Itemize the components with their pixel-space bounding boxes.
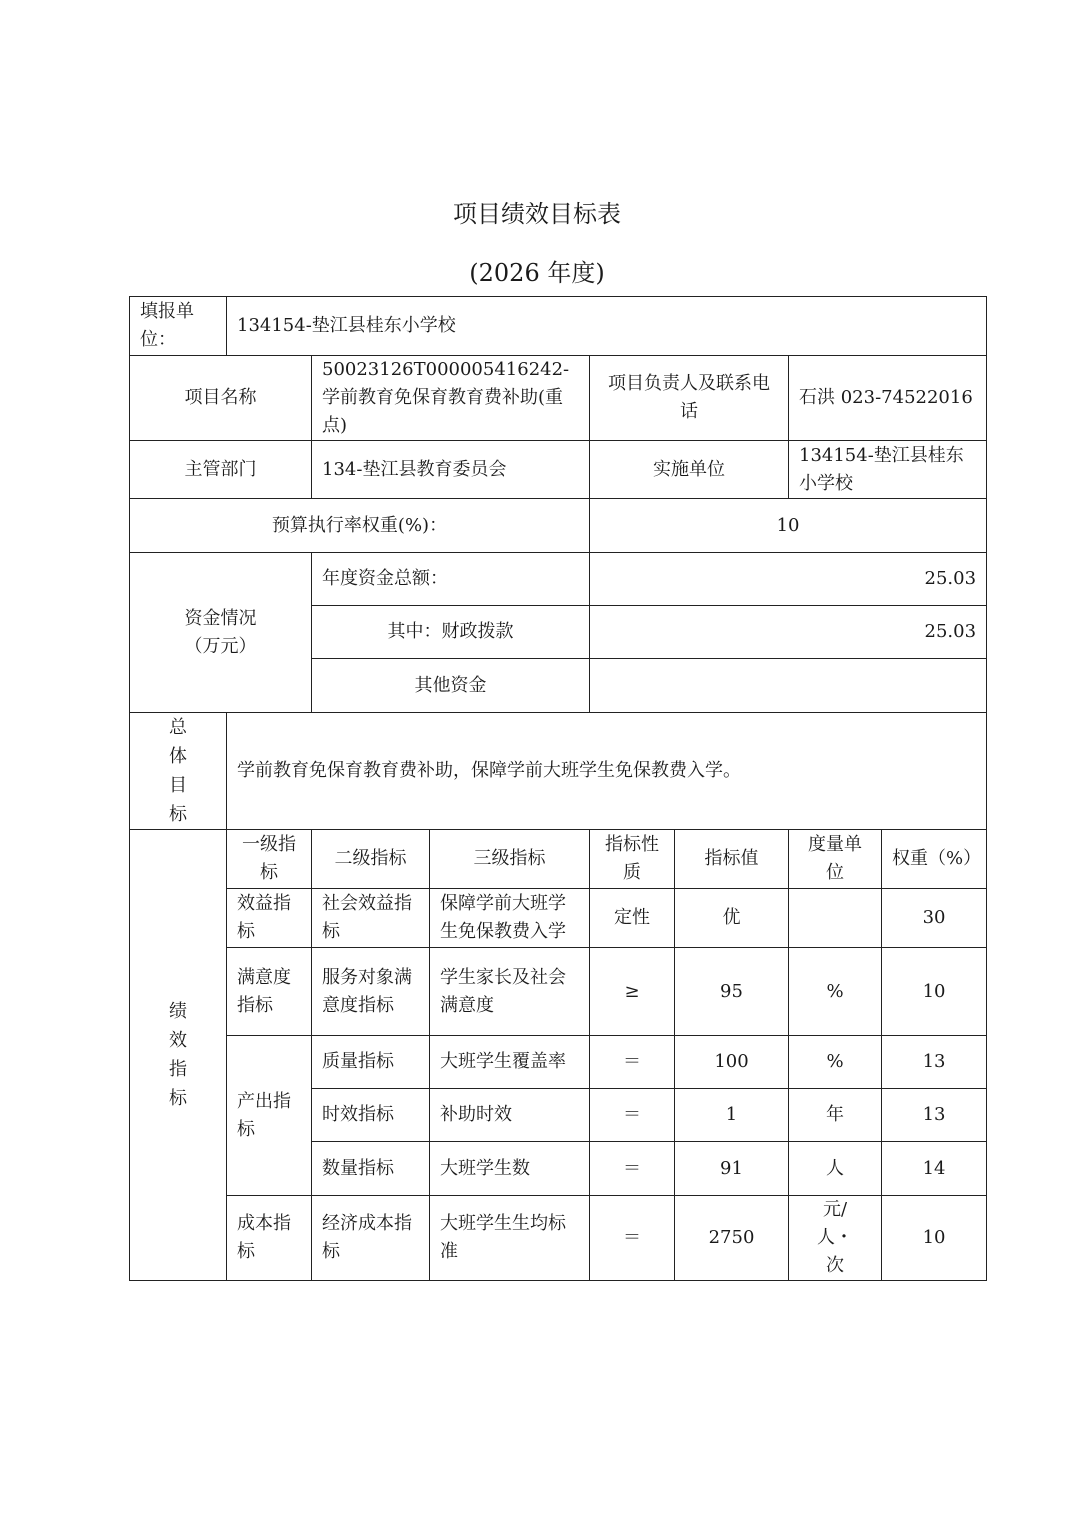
header-level1: 一级指标	[227, 830, 312, 889]
indicator-level1: 效益指标	[227, 889, 312, 948]
unit-value: 134154-垫江县桂东小学校	[227, 297, 987, 356]
indicator-level2: 服务对象满意度指标	[312, 948, 430, 1036]
indicator-level1: 满意度指标	[227, 948, 312, 1036]
department-row	[130, 441, 987, 499]
indicator-value: 91	[675, 1142, 789, 1196]
indicator-level3: 补助时效	[430, 1089, 590, 1142]
impl-label: 实施单位	[590, 441, 789, 499]
funds-row-label: 年度资金总额：	[312, 553, 590, 606]
indicator-value: 2750	[675, 1196, 789, 1281]
project-name-row	[130, 356, 987, 441]
dept-label: 主管部门	[130, 441, 312, 499]
funds-row-label: 其他资金	[312, 659, 590, 713]
indicator-nature: ＝	[590, 1142, 675, 1196]
funds-row-value: 25.03	[590, 606, 987, 659]
indicator-value: 100	[675, 1036, 789, 1089]
indicator-level2: 质量指标	[312, 1036, 430, 1089]
overall-goal-label: 总 体 目 标	[130, 713, 227, 830]
funds-row-value	[590, 659, 987, 713]
indicator-level3: 大班学生覆盖率	[430, 1036, 590, 1089]
indicator-level2: 社会效益指标	[312, 889, 430, 948]
indicator-unit: %	[789, 1036, 882, 1089]
indicator-nature: ≥	[590, 948, 675, 1036]
indicator-value: 1	[675, 1089, 789, 1142]
indicator-level2: 数量指标	[312, 1142, 430, 1196]
header-nature: 指标性质	[590, 830, 675, 889]
indicator-row	[130, 948, 987, 1036]
indicator-unit: 年	[789, 1089, 882, 1142]
budget-weight-row	[130, 499, 987, 553]
overall-goal-text: 学前教育免保育教育费补助，保障学前大班学生免保教费入学。	[227, 713, 987, 830]
indicator-row	[130, 889, 987, 948]
indicator-level1: 成本指标	[227, 1196, 312, 1281]
indicator-level3: 保障学前大班学生免保教费入学	[430, 889, 590, 948]
indicator-level2: 经济成本指标	[312, 1196, 430, 1281]
dept-value: 134-垫江县教育委员会	[312, 441, 590, 499]
performance-indicators-label: 绩 效 指 标	[130, 830, 227, 1281]
indicator-weight: 10	[882, 948, 987, 1036]
unit-row	[130, 297, 987, 356]
indicator-weight: 13	[882, 1036, 987, 1089]
performance-target-table	[129, 296, 987, 1281]
owner-label: 项目负责人及联系电话	[590, 356, 789, 441]
indicator-weight: 13	[882, 1089, 987, 1142]
overall-goal-row	[130, 713, 987, 830]
indicator-row	[130, 1036, 987, 1089]
indicator-unit: %	[789, 948, 882, 1036]
owner-value: 石洪 023-74522016	[789, 356, 987, 441]
indicator-nature: ＝	[590, 1036, 675, 1089]
indicator-row	[130, 1196, 987, 1281]
indicator-level1: 产出指标	[227, 1036, 312, 1196]
header-value: 指标值	[675, 830, 789, 889]
project-name-value: 50023126T000005416242-学前教育免保育教育费补助(重点)	[312, 356, 590, 441]
header-level3: 三级指标	[430, 830, 590, 889]
funds-row-value: 25.03	[590, 553, 987, 606]
impl-value: 134154-垫江县桂东小学校	[789, 441, 987, 499]
unit-label: 填报单位：	[130, 297, 227, 356]
header-unit: 度量单位	[789, 830, 882, 889]
indicator-nature: ＝	[590, 1089, 675, 1142]
funds-label: 资金情况（万元）	[130, 553, 312, 713]
budget-weight-label: 预算执行率权重(%)：	[130, 499, 590, 553]
document-year: (2026 年度)	[469, 259, 605, 287]
indicator-unit	[789, 889, 882, 948]
document-title: 项目绩效目标表	[453, 200, 621, 228]
indicator-weight: 14	[882, 1142, 987, 1196]
indicator-level2: 时效指标	[312, 1089, 430, 1142]
budget-weight-value: 10	[590, 499, 987, 553]
indicator-level3: 学生家长及社会满意度	[430, 948, 590, 1036]
funds-total-row	[130, 553, 987, 606]
indicator-unit: 元/人・次	[789, 1196, 882, 1281]
indicator-nature: 定性	[590, 889, 675, 948]
indicator-level3: 大班学生生均标准	[430, 1196, 590, 1281]
indicator-unit: 人	[789, 1142, 882, 1196]
indicator-weight: 10	[882, 1196, 987, 1281]
funds-row-label: 其中：财政拨款	[312, 606, 590, 659]
indicator-nature: ＝	[590, 1196, 675, 1281]
header-weight: 权重（%）	[882, 830, 987, 889]
indicator-header-row	[130, 830, 987, 889]
indicator-level3: 大班学生数	[430, 1142, 590, 1196]
header-level2: 二级指标	[312, 830, 430, 889]
project-name-label: 项目名称	[130, 356, 312, 441]
indicator-value: 优	[675, 889, 789, 948]
indicator-value: 95	[675, 948, 789, 1036]
indicator-weight: 30	[882, 889, 987, 948]
